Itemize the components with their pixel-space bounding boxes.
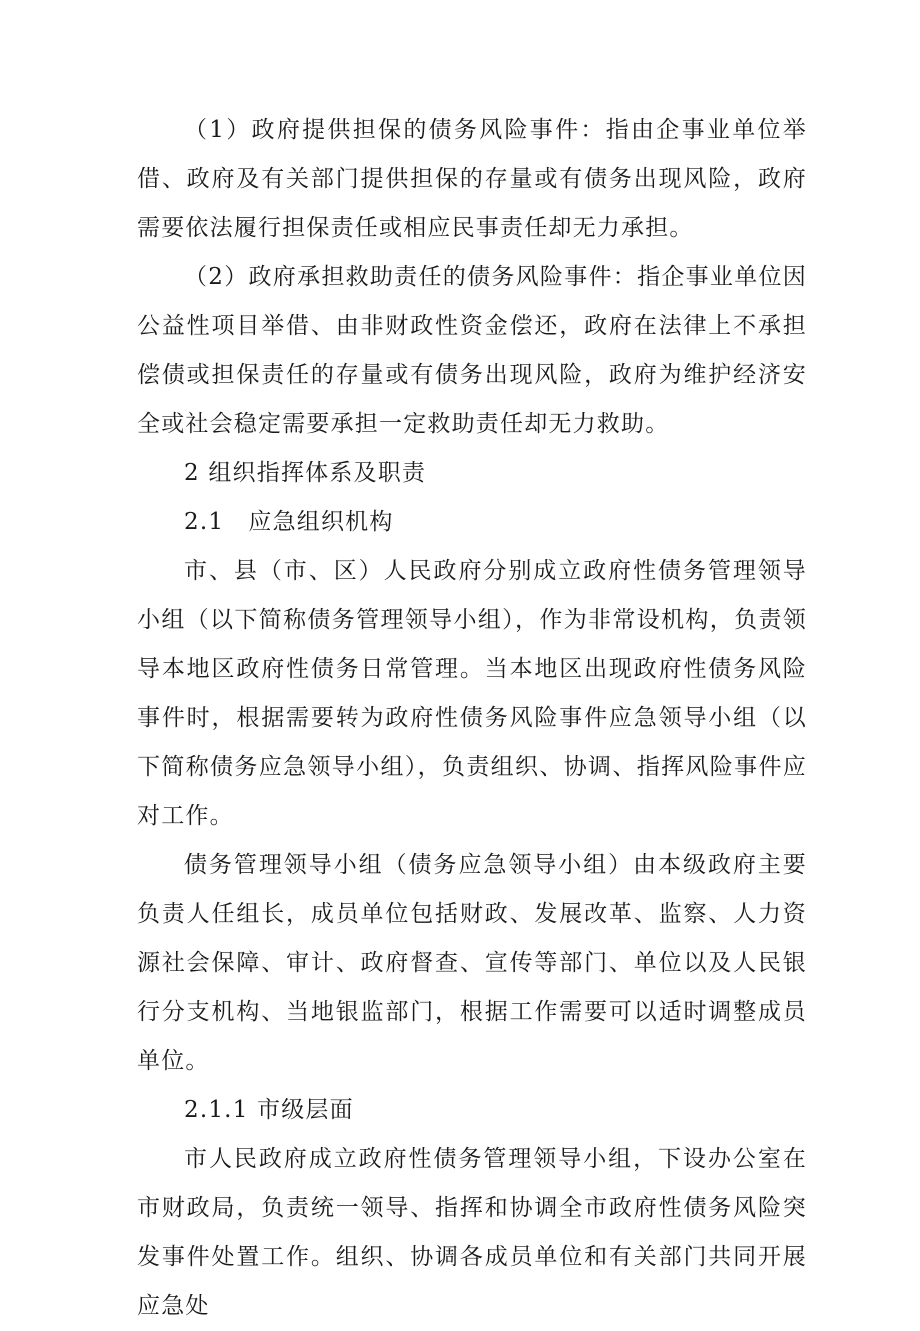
section-heading-2-1: 2.1 应急组织机构	[184, 509, 394, 535]
section-heading-2: 2 组织指挥体系及职责	[184, 460, 427, 486]
section-heading-2-1-1: 2.1.1 市级层面	[184, 1097, 354, 1123]
paragraph-city-level: 市人民政府成立政府性债务管理领导小组，下设办公室在市财政局，负责统一领导、指挥和协调全市政府性债务风险突发事件处置工作。组织、协调各成员单位和有关部门共同开展应急处	[137, 1146, 807, 1319]
document-body	[137, 106, 807, 1331]
paragraph-group-members: 债务管理领导小组（债务应急领导小组）由本级政府主要负责人任组长，成员单位包括财政、发展改革、监察、人力资源社会保障、审计、政府督查、宣传等部门、单位以及人民银行分支机构、当地银监部门，根据工作需要可以适时调整成员单位。	[137, 852, 807, 1074]
paragraph-guarantee-risk: （1）政府提供担保的债务风险事件：指由企事业单位举借、政府及有关部门提供担保的存量或有债务出现风险，政府需要依法履行担保责任或相应民事责任却无力承担。	[137, 117, 807, 241]
paragraph-leading-group: 市、县（市、区）人民政府分别成立政府性债务管理领导小组（以下简称债务管理领导小组），作为非常设机构，负责领导本地区政府性债务日常管理。当本地区出现政府性债务风险事件时，根据需要转为政府性债务风险事件应急领导小组（以下简称债务应急领导小组），负责组织、协调、指挥风险事件应对工作。	[137, 558, 807, 829]
paragraph-relief-risk: （2）政府承担救助责任的债务风险事件：指企事业单位因公益性项目举借、由非财政性资金偿还，政府在法律上不承担偿债或担保责任的存量或有债务出现风险，政府为维护经济安全或社会稳定需要承担一定救助责任却无力救助。	[137, 264, 807, 437]
